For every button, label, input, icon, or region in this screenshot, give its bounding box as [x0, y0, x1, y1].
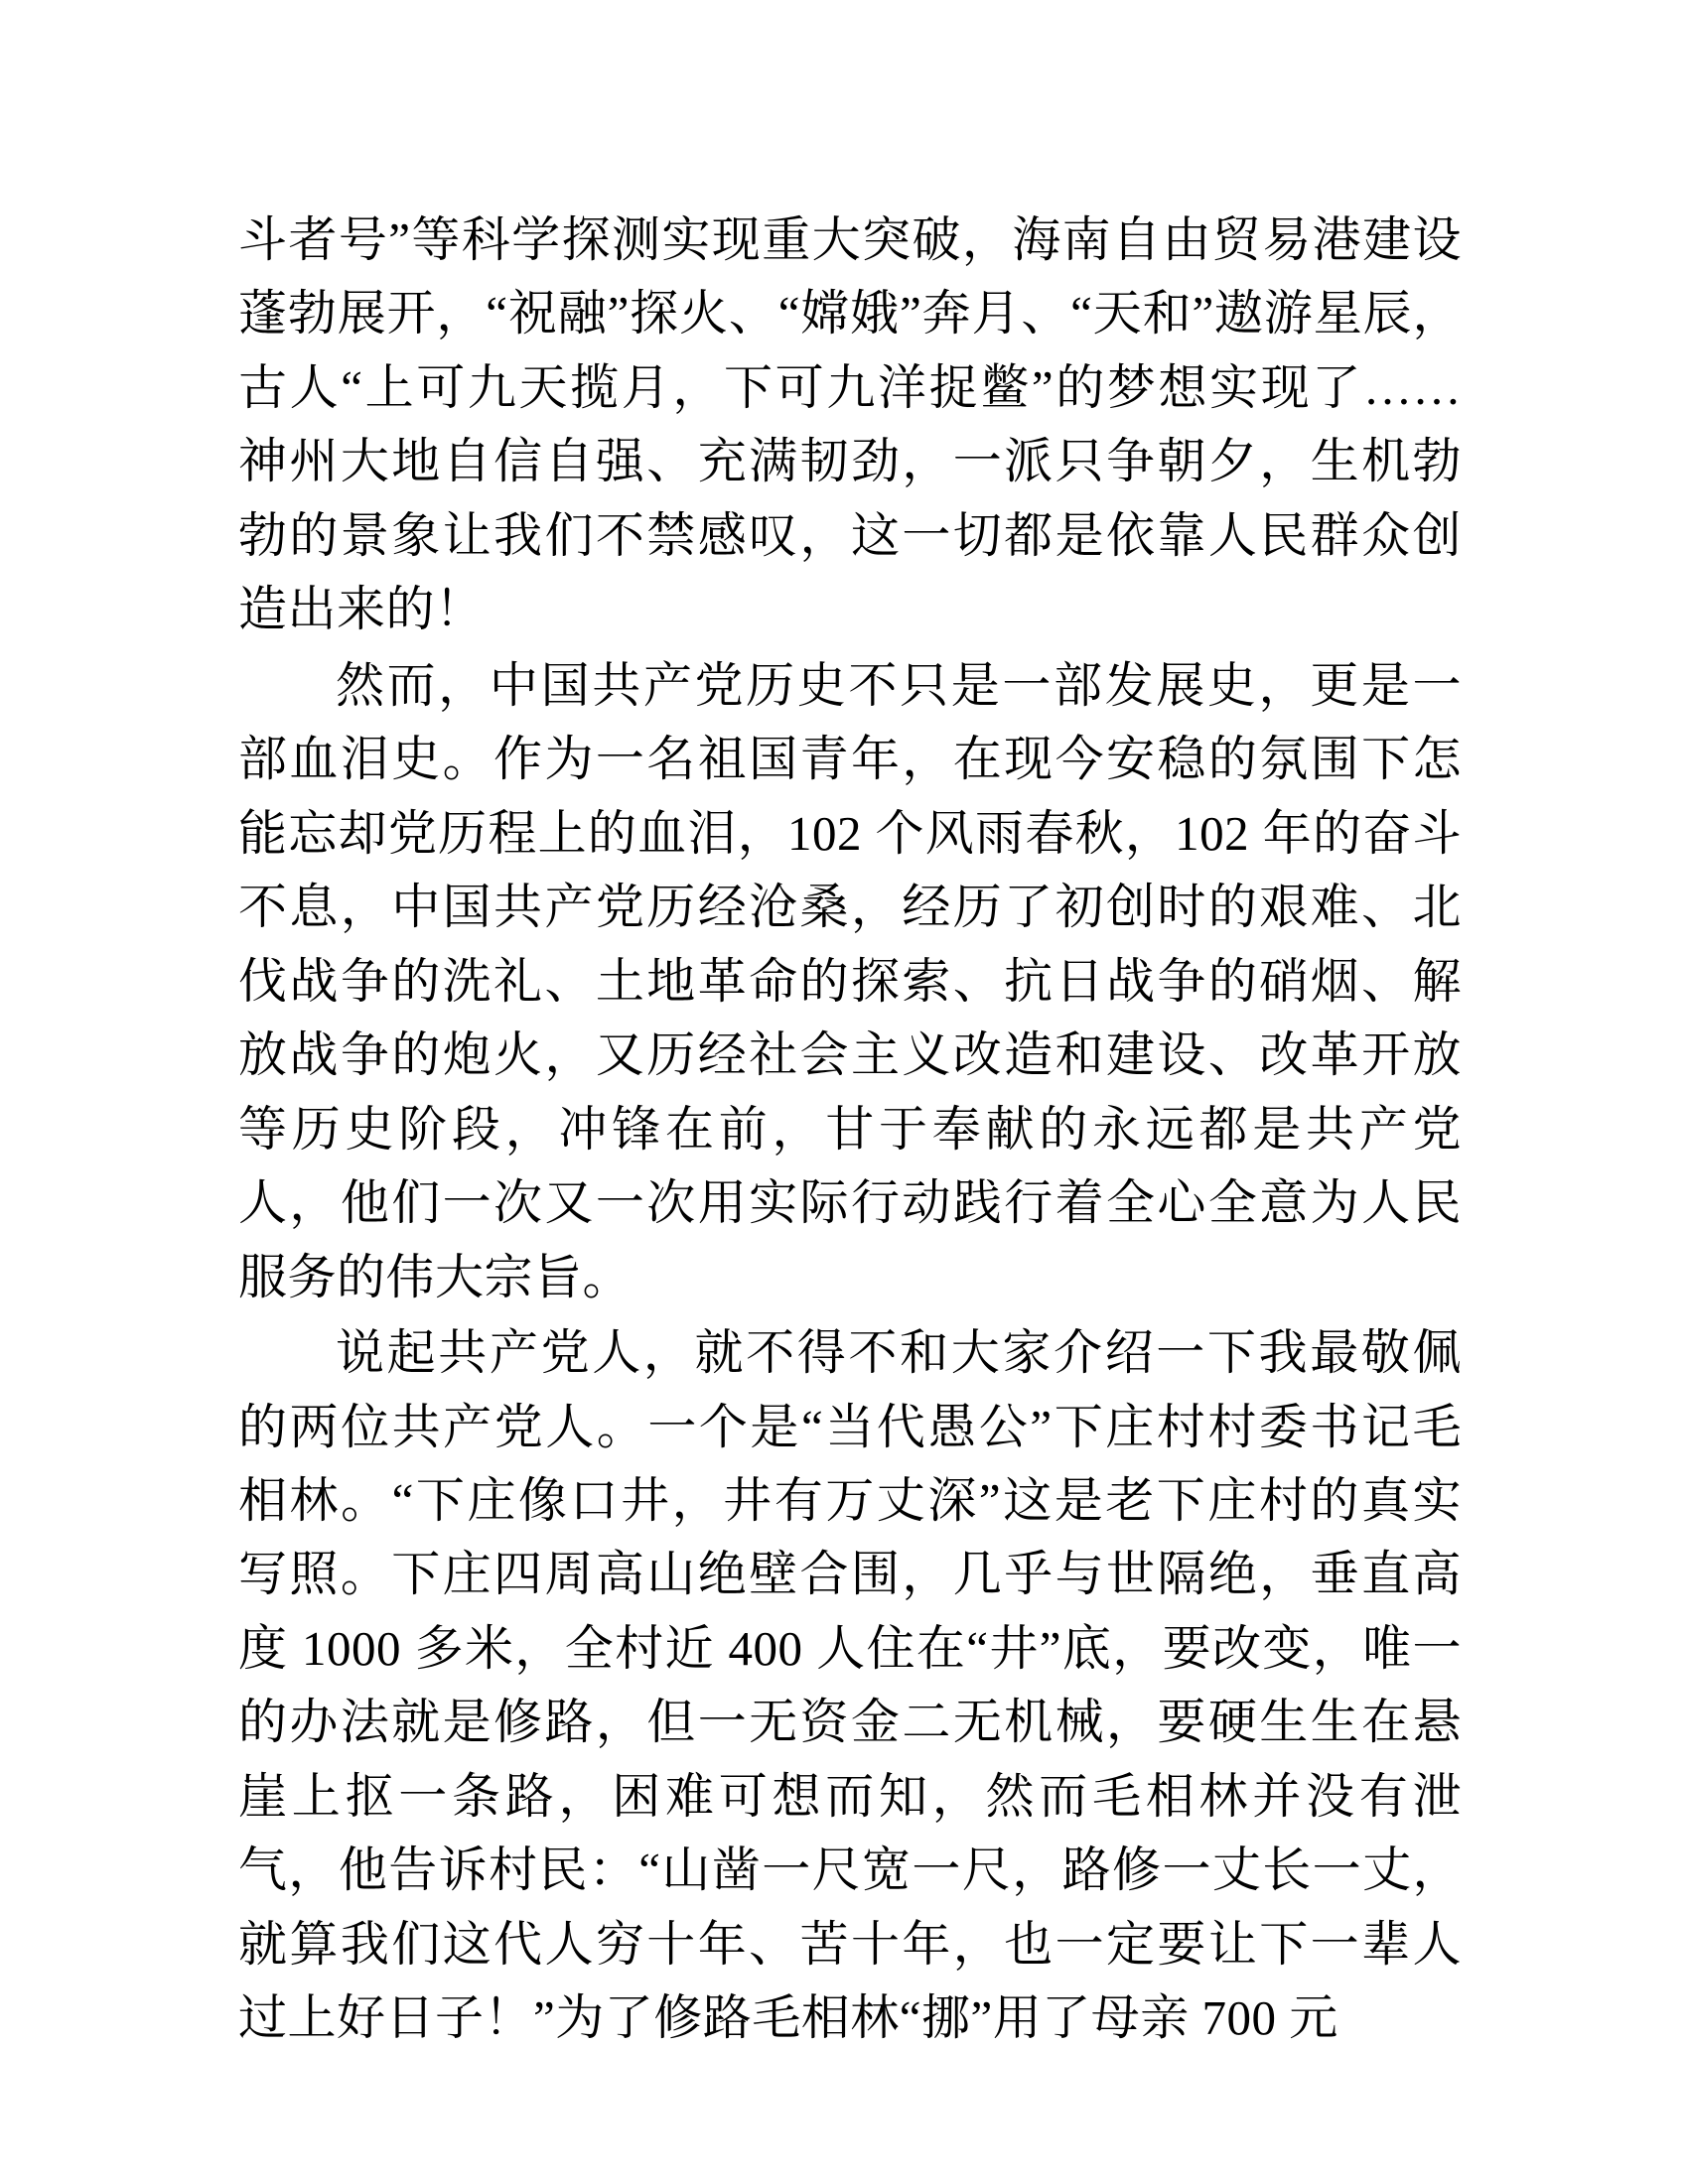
paragraph-1: 斗者号”等科学探测实现重大突破，海南自由贸易港建设蓬勃展开，“祝融”探火、“嫦娥”奔月、“天和”遨游星辰，古人“上可九天揽月，下可九洋捉鳖”的梦想实现了……神州大地自信自强、充满韧劲，一派只争朝夕，生机勃勃的景象让我们不禁感叹，这一切都是依靠人民群众创造出来的！ [238, 212, 1462, 637]
paragraph-3: 说起共产党人，就不得不和大家介绍一下我最敬佩的两位共产党人。一个是“当代愚公”下庄村村委书记毛相林。“下庄像口井，井有万丈深”这是老下庄村的真实写照。下庄四周高山绝壁合围，几乎与世隔绝，垂直高度 1000 多米，全村近 400 人住在“井”底，要改变，唯一的办法就是修路，但一无资金二无机械，要硬生生在悬崖上抠一条路，困难可想而知，然而毛相林并没有泄气，他告诉村民：“山凿一尺宽一尺，路修一丈长一丈，就算我们这代人穷十年、苦十年，也一定要让下一辈人过上好日子！”为了修路毛相林“挪”用了母亲 700 元 [238, 1325, 1462, 2046]
paragraph-2: 然而，中国共产党历史不只是一部发展史，更是一部血泪史。作为一名祖国青年，在现今安稳的氛围下怎能忘却党历程上的血泪，102 个风雨春秋，102 年的奋斗不息，中国共产党历经沧桑，经历了初创时的艰难、北伐战争的洗礼、土地革命的探索、抗日战争的硝烟、解放战争的炮火，又历经社会主义改造和建设、改革开放等历史阶段，冲锋在前，甘于奉献的永远都是共产党人，他们一次又一次用实际行动践行着全心全意为人民服务的伟大宗旨。 [238, 657, 1462, 1304]
document-body [238, 204, 1462, 2056]
